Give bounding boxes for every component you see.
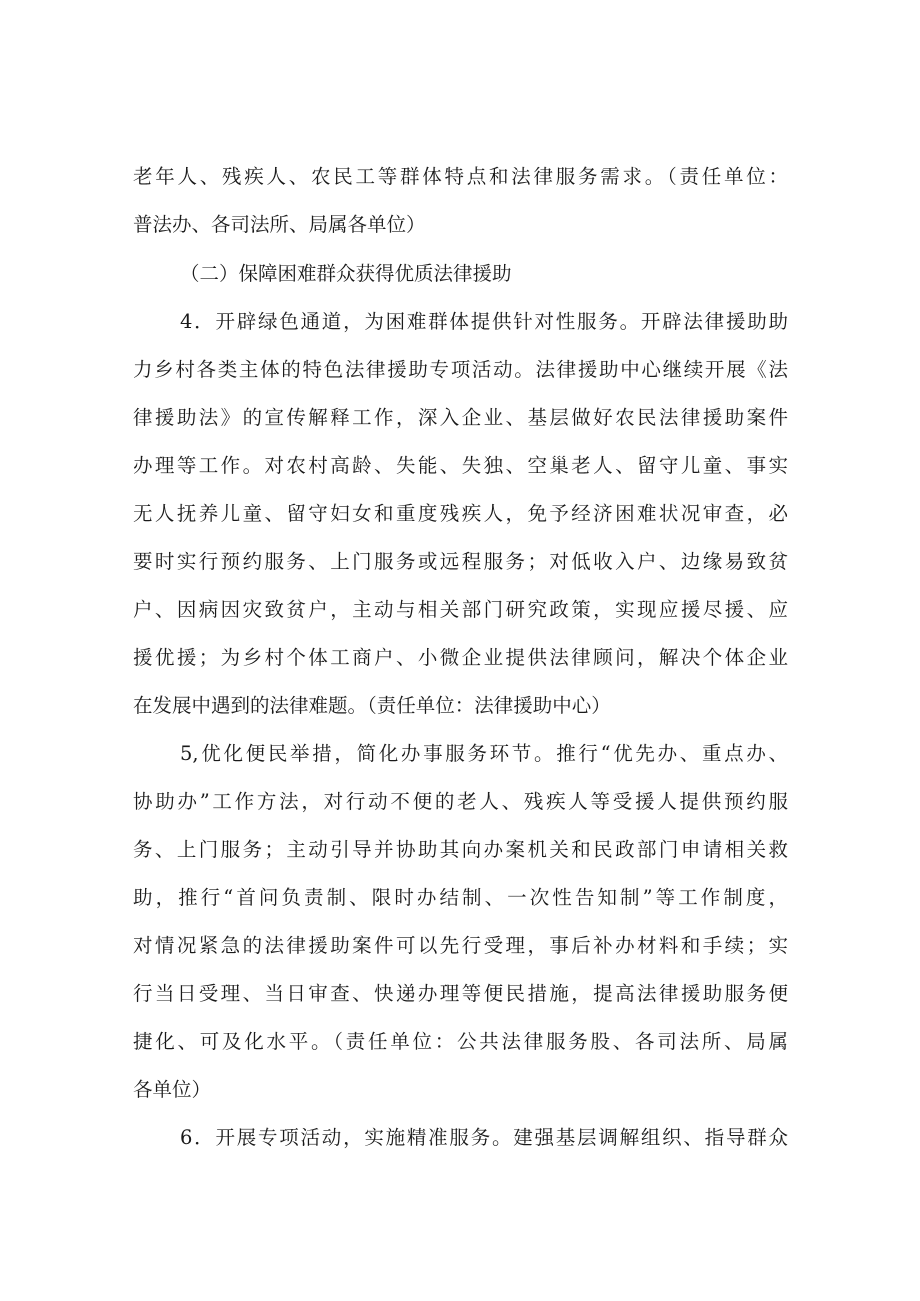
text-line: 对情况紧急的法律援助案件可以先行受理，事后补办材料和手续；实 [133, 934, 788, 957]
text-line: 6．开展专项活动，实施精准服务。建强基层调解组织、指导群众 [180, 1126, 788, 1149]
text-line: 行当日受理、当日审查、快递办理等便民措施，提高法律援助服务便 [133, 982, 788, 1005]
text-line: 在发展中遇到的法律难题。（责任单位：法律援助中心） [133, 694, 611, 717]
text-line: 捷化、可及化水平。（责任单位：公共法律服务股、各司法所、局属 [133, 1030, 788, 1053]
text-line: 办理等工作。对农村高龄、失能、失独、空巢老人、留守儿童、事实 [133, 454, 788, 477]
text-line: 5,优化便民举措，简化办事服务环节。推行“优先办、重点办、 [180, 742, 788, 765]
section-heading: （二）保障困难群众获得优质法律援助 [180, 262, 512, 285]
text-line: 4．开辟绿色通道，为困难群体提供针对性服务。开辟法律援助助 [180, 310, 788, 333]
text-line: 务、上门服务；主动引导并协助其向办案机关和民政部门申请相关救 [133, 838, 788, 861]
text-line: 老年人、残疾人、农民工等群体特点和法律服务需求。（责任单位： [133, 165, 788, 188]
text-line: 援优援；为乡村个体工商户、小微企业提供法律顾问，解决个体企业 [133, 646, 788, 669]
text-line: 助，推行“首问负责制、限时办结制、一次性告知制”等工作制度， [133, 886, 788, 909]
text-line: 无人抚养儿童、留守妇女和重度残疾人，免予经济困难状况审查，必 [133, 502, 788, 525]
text-line: 户、因病因灾致贫户，主动与相关部门研究政策，实现应援尽援、应 [133, 598, 788, 621]
text-line: 律援助法》的宣传解释工作，深入企业、基层做好农民法律援助案件 [133, 406, 788, 429]
text-line: 普法办、各司法所、局属各单位） [133, 213, 426, 236]
text-line: 协助办”工作方法，对行动不便的老人、残疾人等受援人提供预约服 [133, 790, 788, 813]
text-line: 力乡村各类主体的特色法律援助专项活动。法律援助中心继续开展《法 [133, 358, 788, 381]
text-line: 各单位） [133, 1078, 212, 1101]
text-line: 要时实行预约服务、上门服务或远程服务；对低收入户、边缘易致贫 [133, 550, 788, 573]
